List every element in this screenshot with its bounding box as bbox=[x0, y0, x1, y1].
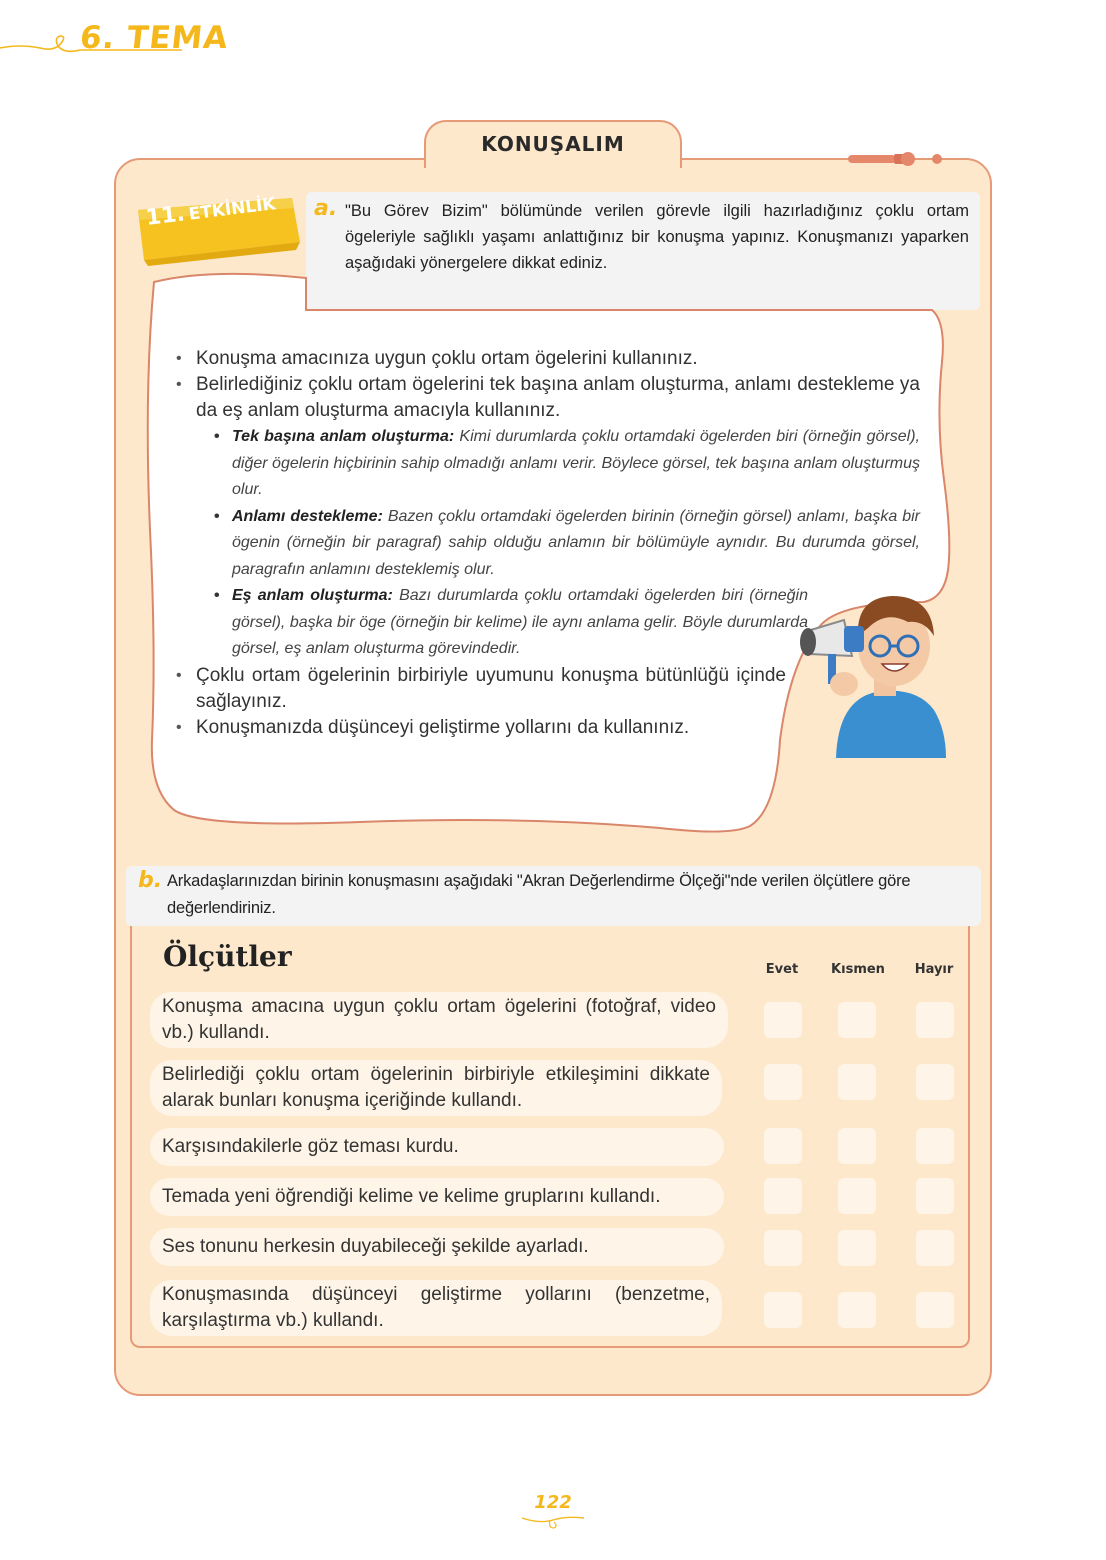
part-b-letter: b. bbox=[138, 868, 163, 893]
sub-instruction-title: Tek başına anlam oluşturma: bbox=[232, 428, 455, 445]
microphone-icon bbox=[846, 148, 956, 170]
checkbox-hayir[interactable] bbox=[916, 1064, 954, 1100]
part-b-text: Arkadaşlarınızdan birinin konuşmasını aşağıdaki "Akran Değerlendirme Ölçeği"nde verilen ölçütlere göre değerlendiriniz. bbox=[167, 872, 911, 917]
column-header-evet: Evet bbox=[765, 962, 799, 977]
sub-instruction bbox=[214, 424, 920, 504]
instruction-item: • Konuşmanızda düşünceyi geliştirme yollarını da kullanınız. bbox=[174, 715, 920, 741]
checkbox-evet[interactable] bbox=[764, 1230, 802, 1266]
checkbox-kismen[interactable] bbox=[838, 1292, 876, 1328]
criteria-row: Belirlediği çoklu ortam ögelerinin birbiriyle etkileşimini dikkate alarak bunları konuşma içeriğinde kullandı. bbox=[150, 1060, 722, 1116]
criteria-row: Temada yeni öğrendiği kelime ve kelime gruplarını kullandı. bbox=[150, 1178, 724, 1216]
criteria-row: Ses tonunu herkesin duyabileceği şekilde ayarladı. bbox=[150, 1228, 724, 1266]
instruction-item: • Konuşma amacınıza uygun çoklu ortam ögelerini kullanınız. bbox=[174, 346, 920, 372]
checkbox-evet[interactable] bbox=[764, 1128, 802, 1164]
sub-instruction-text: Bazı durumlarda çoklu ortamdaki ögelerden biri (örneğin görsel), başka bir öge (örneğin bir kelime) ile aynı anlama gelir. Böyle durumlarda görsel, eş anlam oluşturma görevindedir. bbox=[232, 587, 808, 657]
checkbox-kismen[interactable] bbox=[838, 1230, 876, 1266]
checkbox-hayir[interactable] bbox=[916, 1178, 954, 1214]
checkbox-evet[interactable] bbox=[764, 1178, 802, 1214]
sub-instruction-text: Bazen çoklu ortamdaki ögelerden birinin (örneğin görsel) anlamı, başka bir ögenin (örneğin bir paragraf) sahip olduğu anlamın bir bölümüyle aynıdır. Bu durumda görsel, paragrafın anlamını desteklemiş olur. bbox=[232, 507, 921, 578]
activity-title: ETKİNLİK bbox=[187, 194, 277, 225]
column-header-kismen: Kısmen bbox=[831, 962, 885, 977]
checkbox-kismen[interactable] bbox=[838, 1002, 876, 1038]
checkbox-hayir[interactable] bbox=[916, 1292, 954, 1328]
checkbox-kismen[interactable] bbox=[838, 1064, 876, 1100]
checkbox-evet[interactable] bbox=[764, 1292, 802, 1328]
section-title: KONUŞALIM bbox=[481, 132, 625, 156]
criteria-row: Konuşmasında düşünceyi geliştirme yollarını (benzetme, karşılaştırma vb.) kullandı. bbox=[150, 1280, 722, 1336]
sub-instruction-title: Anlamı destekleme: bbox=[232, 507, 383, 525]
page-number-swirl bbox=[520, 1512, 586, 1532]
checkbox-kismen[interactable] bbox=[838, 1178, 876, 1214]
instruction-item: • Çoklu ortam ögelerinin birbiriyle uyumunu konuşma bütünlüğü içinde sağlayınız. bbox=[174, 663, 786, 715]
criteria-title: Ölçütler bbox=[163, 940, 292, 973]
criteria-row: Karşısındakilerle göz teması kurdu. bbox=[150, 1128, 724, 1166]
checkbox-hayir[interactable] bbox=[916, 1128, 954, 1164]
boy-megaphone-illustration bbox=[796, 580, 956, 758]
theme-title: 6. TEMA bbox=[78, 20, 231, 56]
checkbox-hayir[interactable] bbox=[916, 1002, 954, 1038]
activity-number: 11. bbox=[144, 201, 187, 231]
part-a-text: "Bu Görev Bizim" bölümünde verilen görevle ilgili hazırladığınız çoklu ortam ögeleriyle sağlıklı yaşamı anlattığınız bir konuşma yapınız. Konuşmanızı yaparken aşağıdaki yönergelere dikkat ediniz. bbox=[345, 202, 969, 272]
sub-instruction bbox=[214, 504, 920, 584]
sub-instruction-text: Kimi durumlarda çoklu ortamdaki ögelerden biri (örneğin görsel), diğer ögelerin hiçbirinin sahip olmadığı anlamı verir. Böylece görsel, tek başına anlam oluşturmuş olur. bbox=[232, 428, 920, 498]
sub-instruction bbox=[214, 583, 808, 663]
column-header-hayir: Hayır bbox=[914, 962, 954, 977]
instruction-item: • Belirlediğiniz çoklu ortam ögelerini tek başına anlam oluşturma, anlamı destekleme ya da eş anlam oluşturma amacıyla kullanınız. bbox=[174, 372, 920, 424]
sub-instruction-title: Eş anlam oluşturma: bbox=[232, 587, 393, 604]
checkbox-kismen[interactable] bbox=[838, 1128, 876, 1164]
checkbox-evet[interactable] bbox=[764, 1002, 802, 1038]
page-number: 122 bbox=[534, 1492, 572, 1513]
tab-joint bbox=[426, 156, 680, 162]
criteria-row: Konuşma amacına uygun çoklu ortam ögelerini (fotoğraf, video vb.) kullandı. bbox=[150, 992, 728, 1048]
part-a-letter: a. bbox=[314, 196, 338, 221]
checkbox-evet[interactable] bbox=[764, 1064, 802, 1100]
checkbox-hayir[interactable] bbox=[916, 1230, 954, 1266]
